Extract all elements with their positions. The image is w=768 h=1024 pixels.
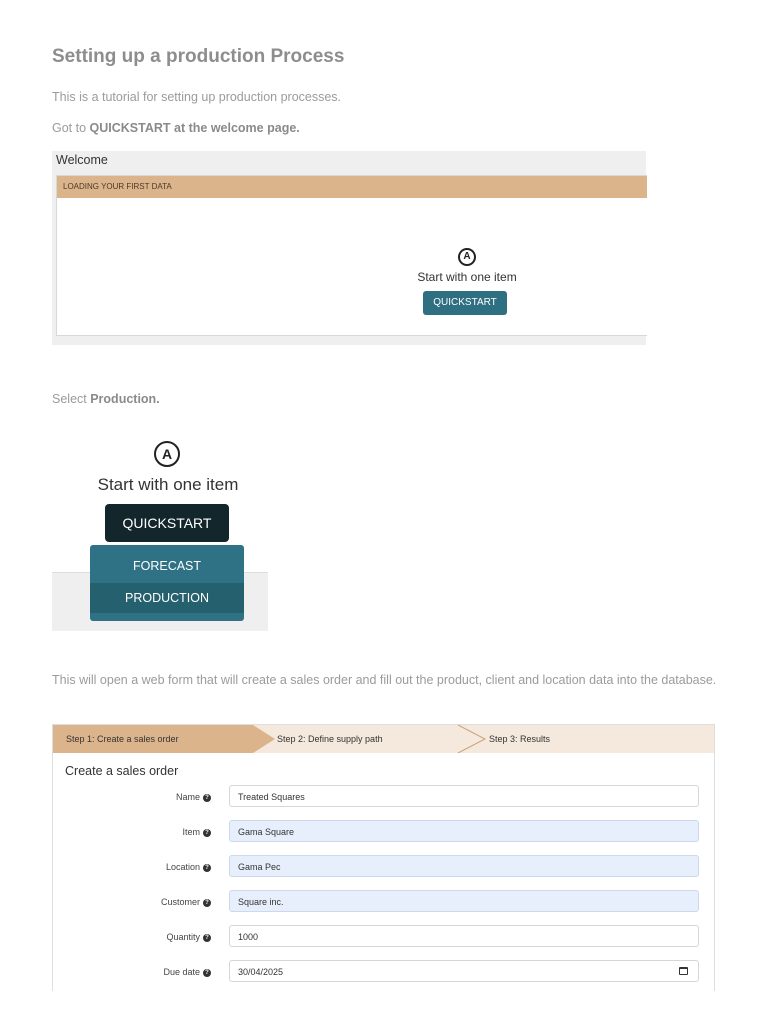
field-label [83,925,211,949]
quickstart-dropdown [90,545,244,621]
circle-a-icon: A [458,248,476,266]
location-input[interactable]: Gama Pec [229,855,699,877]
field-item [53,820,714,844]
circle-a-icon: A [154,441,180,467]
panel-header: LOADING YOUR FIRST DATA [57,176,647,198]
label-text: Quantity [166,932,200,942]
field-location [53,855,714,879]
label-text: Customer [160,897,200,907]
field-due-date [53,960,714,984]
label-text: Location [165,862,200,872]
field-customer [53,890,714,914]
page-title: Setting up a production Process [52,46,345,67]
intro-text: This is a tutorial for setting up production processes. [52,90,342,104]
step1-prefix: Got to [52,121,90,135]
field-label [83,785,211,809]
quickstart-button[interactable]: QUICKSTART [423,291,507,315]
field-name [53,785,714,809]
menu-item-forecast[interactable]: FORECAST [132,559,202,573]
help-icon[interactable]: ? [203,829,211,837]
field-label [83,855,211,879]
due-date-input[interactable] [229,960,699,982]
name-input[interactable]: Treated Squares [229,785,699,807]
help-icon[interactable]: ? [203,934,211,942]
label-text: Due date [163,967,200,977]
field-label [83,890,211,914]
wizard-steps [53,725,714,753]
label-text: Item [182,827,200,837]
step-2[interactable]: Step 2: Define supply path [277,734,383,744]
welcome-screenshot [52,151,646,345]
step2-strong: Production. [90,392,160,406]
label-text: Name [175,792,200,802]
sales-order-form [52,724,715,991]
help-icon[interactable]: ? [203,969,211,977]
help-icon[interactable]: ? [203,864,211,872]
calendar-icon[interactable] [679,967,688,975]
start-prompt: Start with one item [97,475,239,494]
step-3[interactable]: Step 3: Results [489,734,551,744]
item-input[interactable]: Gama Square [229,820,699,842]
due-date-value: 30/04/2025 [238,967,284,977]
step1-strong: QUICKSTART at the welcome page. [89,121,300,135]
field-quantity [53,925,714,949]
field-label [83,960,211,984]
form-title: Create a sales order [65,764,179,778]
step2-text [52,389,160,410]
welcome-panel [56,175,647,336]
step2-prefix: Select [52,392,91,406]
help-icon[interactable]: ? [203,899,211,907]
field-label [83,820,211,844]
step3-text: This will open a web form that will create a sales order and fill out the product, client and location data into the database. [52,673,717,687]
step1-text [52,118,300,139]
quickstart-menu-screenshot [52,432,268,630]
quantity-input[interactable]: 1000 [229,925,699,947]
help-icon[interactable]: ? [203,794,211,802]
menu-item-production[interactable]: PRODUCTION [90,583,244,613]
step-1[interactable]: Step 1: Create a sales order [66,734,179,744]
customer-input[interactable]: Square inc. [229,890,699,912]
quickstart-button[interactable]: QUICKSTART [105,504,229,542]
start-prompt: Start with one item [417,270,517,284]
window-title: Welcome [56,153,108,167]
